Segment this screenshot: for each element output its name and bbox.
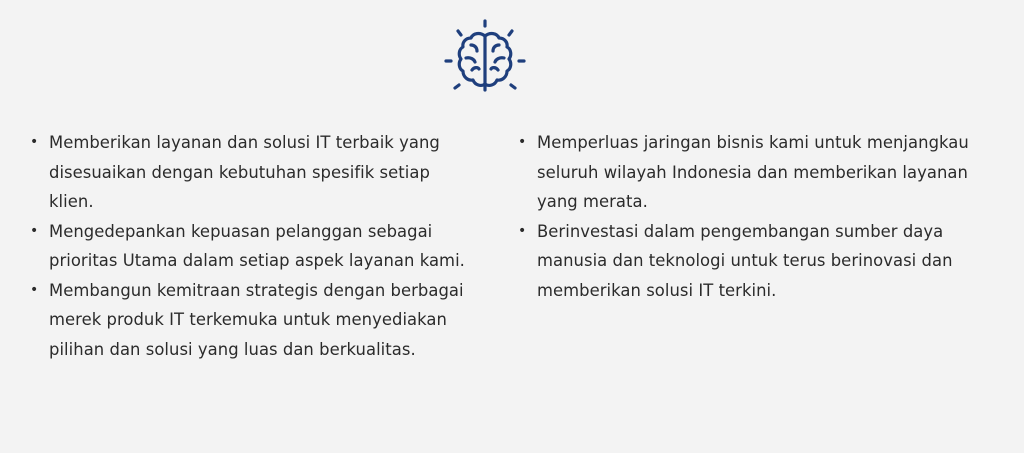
bullet-icon: • xyxy=(518,134,527,150)
bullet-icon: • xyxy=(30,222,39,239)
list-item-text: Memperluas jaringan bisnis kami untuk menjangkau seluruh wilayah Indonesia dan memberikan layanan yang merata. xyxy=(537,133,969,211)
list-item xyxy=(30,217,470,276)
list-item xyxy=(518,128,988,217)
list-item-text: Memberikan layanan dan solusi IT terbaik yang disesuaikan dengan kebutuhan spesifik setiap klien. xyxy=(49,133,440,211)
bullet-icon: • xyxy=(30,134,39,150)
bullet-icon: • xyxy=(30,281,39,298)
list-item xyxy=(30,276,470,365)
list-item-text: Mengedepankan kepuasan pelanggan sebagai prioritas Utama dalam setiap aspek layanan kami. xyxy=(49,221,465,270)
list-item-text: Berinvestasi dalam pengembangan sumber daya manusia dan teknologi untuk terus berinovasi dan memberikan solusi IT terkini. xyxy=(537,221,953,300)
bullet-icon: • xyxy=(518,222,527,239)
list-item xyxy=(30,128,470,217)
list-item-text: Membangun kemitraan strategis dengan berbagai merek produk IT terkemuka untuk menyediakan pilihan dan solusi yang luas dan berkualitas. xyxy=(49,280,464,359)
list-item xyxy=(518,217,988,306)
left-bullet-list xyxy=(30,128,470,364)
right-bullet-list xyxy=(518,128,988,305)
brain-idea-icon xyxy=(442,18,528,104)
